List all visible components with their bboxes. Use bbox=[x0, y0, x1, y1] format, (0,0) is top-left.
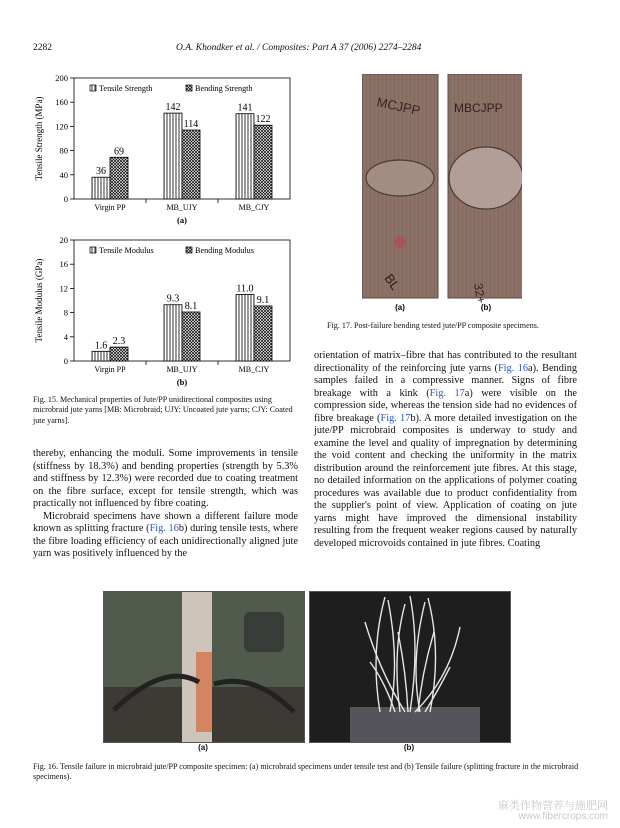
y-tick-label: 20 bbox=[59, 235, 68, 245]
specimen-a-mark-bottom: BL bbox=[381, 271, 403, 293]
data-label: 11.0 bbox=[236, 283, 254, 295]
fig16-photo-b bbox=[309, 591, 511, 743]
data-label: 141 bbox=[237, 102, 253, 114]
data-label: 36 bbox=[96, 166, 106, 178]
data-label: 8.1 bbox=[184, 300, 198, 312]
fig17-label-b: (b) bbox=[480, 303, 492, 312]
paragraph: orientation of matrix–fibre that has contributed to the resultant directionality of the reinforcing jute yarns (Fig. 16a). Bending samples failed in a compressive manner. Signs of fibre breakage with a kink (Fig. 17a) were visible on the compression side, whereas the tension side had no evidences of fibre breakage (Fig. 17b). A more detailed investigation on the jute/PP microbraid composites is underway to study and examine the level and quality of impregnation by determining the void content and checking the uniformity in the matrix distribution around the reinforcement jute fibres. At this stage, no detailed information on the applications of polymer coating procedures was available due to product confidentiality from the supplier's point of view. Application of coating on jute yarns might have improved the dimensional instability resulting from the frequent weaker regions caused by naturally developed microvoids contained in jute fibres. Coating bbox=[314, 350, 578, 549]
fig17-link[interactable]: Fig. 17 bbox=[380, 412, 411, 424]
legend-label: Bending Strength bbox=[195, 84, 253, 93]
bar bbox=[182, 312, 200, 361]
legend-swatch bbox=[186, 247, 192, 253]
fig17-link[interactable]: Fig. 17 bbox=[429, 387, 465, 399]
watermark-url: www.fibercrops.com bbox=[518, 811, 608, 822]
y-tick-label: 12 bbox=[59, 283, 68, 294]
splitting-fracture-drawing bbox=[310, 592, 510, 742]
y-axis-label: Tensile Strength (MPa) bbox=[34, 96, 44, 181]
paragraph: Microbraid specimens have shown a different failure mode known as splitting fracture (Fig. 16b) during tensile tests, where the fibre loading efficiency of each unidirectionally aligned jute yarn was positively influenced by the bbox=[33, 510, 298, 559]
y-tick-label: 200 bbox=[55, 73, 68, 83]
x-tick-label: Virgin PP bbox=[94, 365, 126, 374]
fig17-label-a: (a) bbox=[395, 303, 405, 312]
bar bbox=[236, 294, 254, 361]
legend-swatch bbox=[90, 247, 96, 253]
data-label: 142 bbox=[165, 102, 181, 114]
tension-side-ellipse bbox=[449, 147, 522, 209]
bar bbox=[92, 177, 110, 199]
legend-swatch bbox=[90, 85, 96, 91]
right-column-text bbox=[314, 350, 577, 550]
legend-label: Bending Modulus bbox=[195, 246, 254, 255]
fig16-caption: Fig. 16. Tensile failure in microbraid jute/PP composite specimen: (a) microbraid specimens under tensile test and (b) Tensile failure (splitting fracture in the microbraid specimens). bbox=[33, 762, 579, 782]
data-label: 1.6 bbox=[94, 340, 108, 352]
left-column-text bbox=[33, 448, 298, 561]
fig16-link[interactable]: Fig. 16 bbox=[149, 523, 179, 534]
y-tick-label: 4 bbox=[63, 331, 68, 342]
y-tick-label: 16 bbox=[59, 259, 68, 270]
fig16-label-b: (b) bbox=[403, 743, 415, 752]
y-tick-label: 120 bbox=[55, 121, 68, 132]
bar bbox=[236, 114, 254, 199]
fig15-chart-a bbox=[28, 68, 298, 230]
fig17-figure bbox=[362, 74, 522, 314]
x-tick-label: Virgin PP bbox=[94, 203, 126, 212]
legend-label: Tensile Modulus bbox=[99, 246, 154, 255]
fig17-caption: Fig. 17. Post-failure bending tested jute/PP composite specimens. bbox=[327, 321, 539, 330]
specimen-a-mark-top: MCJPP bbox=[375, 94, 422, 119]
legend-swatch bbox=[186, 85, 192, 91]
y-tick-label: 8 bbox=[63, 307, 68, 318]
bar bbox=[92, 351, 110, 361]
legend-label: Tensile Strength bbox=[99, 84, 153, 93]
running-title: O.A. Khondker et al. / Composites: Part A 37 (2006) 2274–2284 bbox=[176, 43, 422, 53]
y-tick-label: 40 bbox=[59, 169, 68, 180]
data-label: 9.3 bbox=[166, 293, 180, 305]
y-tick-label: 0 bbox=[63, 194, 68, 204]
data-label: 122 bbox=[255, 114, 271, 126]
fig16-link[interactable]: Fig. 16 bbox=[497, 362, 529, 374]
fig16-photo-a bbox=[103, 591, 305, 743]
panel-label: (a) bbox=[177, 215, 187, 225]
specimen-b-mark-top: MBCJPP bbox=[454, 101, 503, 115]
bar bbox=[110, 157, 128, 199]
paragraph: thereby, enhancing the moduli. Some improvements in tensile (stiffness by 18.3%) and bending properties (strength by 5.3% and stiffness by 12.3%) were recorded due to coating treatment on the fibre surface, except for tensile strength, which was practically not influenced by fibre coating. bbox=[33, 448, 298, 509]
tensile-test-rig-drawing bbox=[104, 592, 304, 742]
data-label: 9.1 bbox=[256, 294, 270, 306]
fig15-chart-b bbox=[28, 230, 298, 392]
bar bbox=[164, 305, 182, 361]
x-tick-label: MB_UJY bbox=[166, 203, 198, 212]
kink-highlight-ellipse bbox=[366, 160, 434, 196]
strength-bar-chart bbox=[28, 68, 298, 230]
y-tick-label: 160 bbox=[55, 97, 68, 108]
bar bbox=[110, 347, 128, 361]
bar bbox=[164, 113, 182, 199]
modulus-bar-chart bbox=[28, 230, 298, 392]
fig15-caption: Fig. 15. Mechanical properties of Jute/PP unidirectional composites using microbraid jute yarns [MB: Microbraid; UJY: Uncoated jute yarns; CJY: Coated jute yarns]. bbox=[33, 395, 293, 425]
x-tick-label: MB_UJY bbox=[166, 365, 198, 374]
specimen-b-mark-bottom: 32+ bbox=[471, 282, 489, 305]
watermark-cn: 麻类作物营养与施肥网 bbox=[498, 800, 608, 812]
data-label: 114 bbox=[183, 119, 199, 131]
fig16-label-a: (a) bbox=[198, 743, 208, 752]
fig17-specimen-photos bbox=[362, 74, 522, 314]
bar bbox=[182, 130, 200, 199]
y-tick-label: 0 bbox=[63, 356, 68, 366]
x-tick-label: MB_CJY bbox=[238, 203, 270, 212]
heated-region bbox=[196, 652, 212, 732]
y-tick-label: 80 bbox=[59, 145, 68, 156]
x-tick-label: MB_CJY bbox=[238, 365, 270, 374]
bar bbox=[254, 125, 272, 199]
data-label: 69 bbox=[114, 146, 124, 158]
panel-label: (b) bbox=[176, 377, 188, 387]
red-mark bbox=[394, 236, 406, 248]
bar bbox=[254, 306, 272, 361]
data-label: 2.3 bbox=[112, 336, 126, 348]
y-axis-label: Tensile Modulus (GPa) bbox=[34, 258, 44, 343]
page-number: 2282 bbox=[33, 43, 52, 53]
